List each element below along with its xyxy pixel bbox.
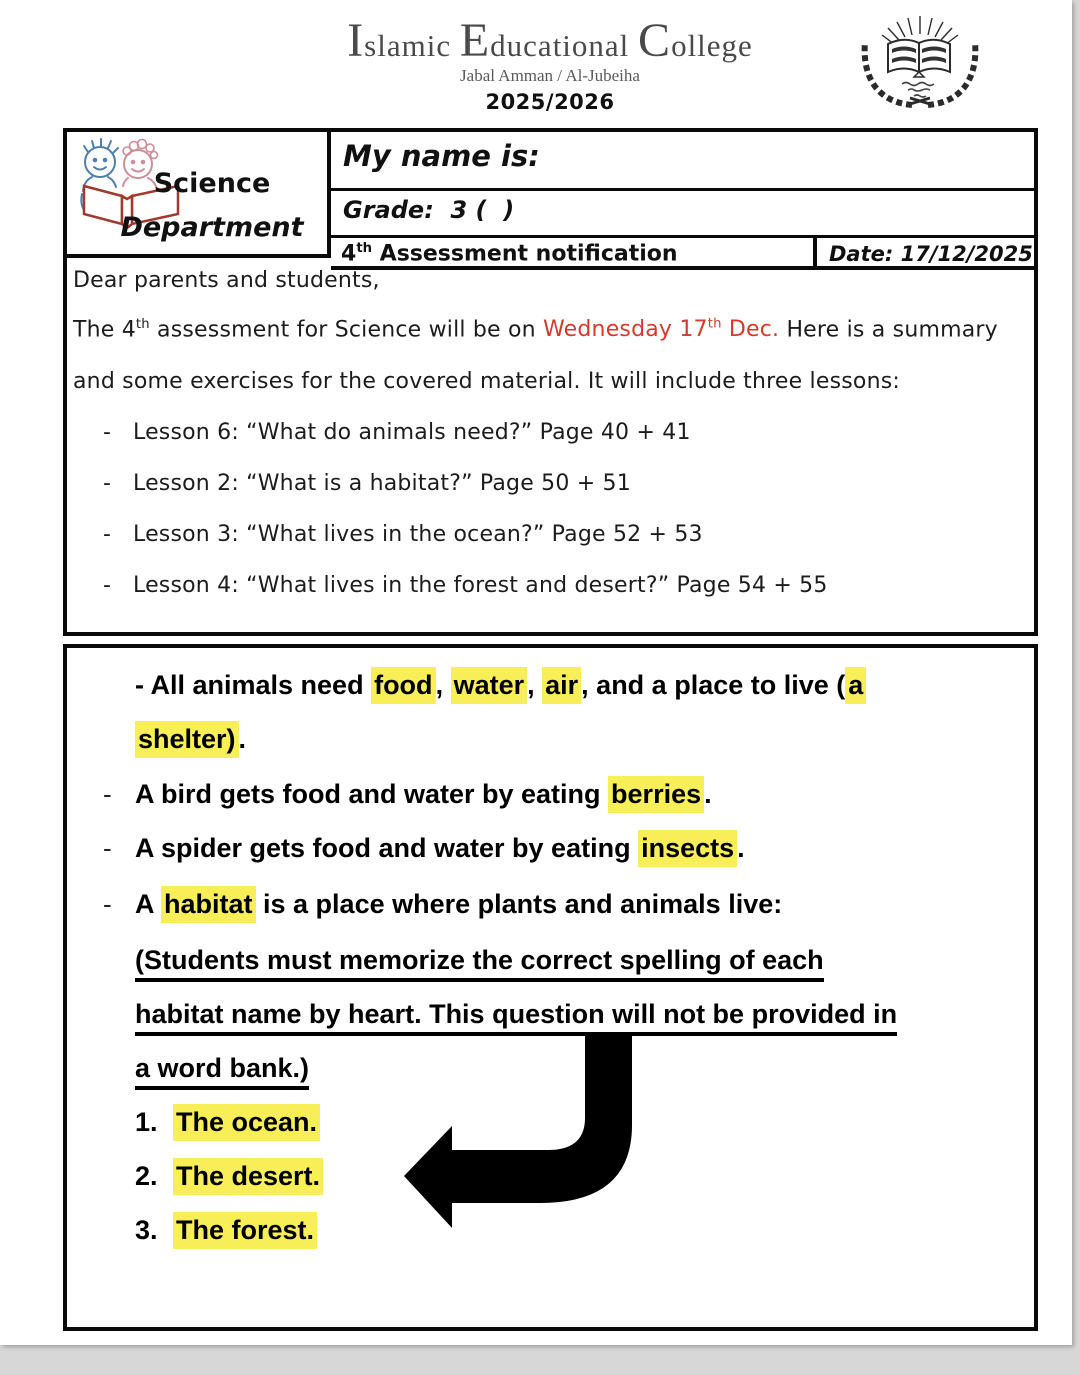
- p1-text: The 4: [73, 317, 136, 343]
- dash-bullet: -: [103, 573, 112, 598]
- lesson-item: [103, 420, 691, 445]
- paragraph-line-2: and some exercises for the covered material. It will include three lessons:: [73, 369, 901, 394]
- summary-text: ,: [435, 670, 451, 700]
- list-number: 3.: [135, 1215, 158, 1245]
- habitat-fact-line: [135, 889, 782, 920]
- assessment-ordinal: th: [356, 241, 373, 256]
- exam-date-day: Wednesday 17: [542, 317, 708, 343]
- dash-bullet: -: [103, 420, 112, 445]
- summary-text: ,: [527, 670, 543, 700]
- bent-arrow-icon: [395, 1030, 695, 1240]
- department-name-line1: Science: [153, 168, 271, 199]
- highlight-ocean: The ocean.: [173, 1104, 320, 1141]
- highlight-insects: insects: [638, 830, 737, 867]
- lesson-text: Lesson 4: “What lives in the forest and desert?” Page 54 + 55: [133, 573, 828, 598]
- summary-text: .: [704, 779, 712, 809]
- college-initial-2: E: [459, 14, 491, 67]
- college-word-1: slamic: [364, 28, 460, 63]
- assessment-row: [331, 238, 1034, 270]
- summary-text: - All animals need: [135, 670, 372, 700]
- summary-line-1: [135, 670, 866, 701]
- name-label: My name is:: [343, 139, 540, 173]
- summary-text: A spider gets food and water by eating: [135, 833, 639, 863]
- masthead: [290, 14, 810, 114]
- salutation: Dear parents and students,: [73, 268, 380, 293]
- p1-text2: assessment for Science will be on: [149, 317, 543, 343]
- lesson-text: Lesson 2: “What is a habitat?” Page 50 + 51: [133, 471, 631, 496]
- college-word-2: ducational: [490, 28, 639, 63]
- dash-bullet: -: [103, 522, 112, 547]
- highlight-air: air: [542, 667, 581, 704]
- dash-bullet: -: [103, 471, 112, 496]
- department-cell: [67, 132, 331, 258]
- notification-box: [63, 128, 1038, 636]
- college-initial-3: C: [638, 14, 672, 67]
- summary-text: is a place where plants and animals live:: [255, 889, 783, 919]
- name-field: [331, 132, 1034, 191]
- highlight-food: food: [371, 667, 435, 704]
- highlight-desert: The desert.: [173, 1158, 323, 1195]
- lesson-text: Lesson 6: “What do animals need?” Page 40 + 41: [133, 420, 691, 445]
- summary-text: A bird gets food and water by eating: [135, 779, 609, 809]
- exam-date-sup: th: [707, 317, 722, 332]
- bird-fact-line: [135, 779, 712, 810]
- highlight-forest: The forest.: [173, 1212, 317, 1249]
- grade-field: Grade: 3 ( ): [331, 191, 1034, 238]
- p1-sup: th: [135, 317, 150, 332]
- college-location: Jabal Amman / Al-Jubeiha: [460, 66, 640, 85]
- memorize-note-line-1: [135, 945, 824, 976]
- highlight-shelter-a: a: [845, 667, 866, 704]
- underlined-text: (Students must memorize the correct spelling of each: [135, 945, 824, 982]
- college-initial-1: I: [347, 14, 365, 67]
- summary-line-2: [135, 724, 246, 755]
- school-year: 2025/2026: [485, 90, 615, 114]
- assessment-title-text: Assessment notification: [372, 241, 678, 267]
- highlight-shelter: shelter): [135, 721, 239, 758]
- lesson-item: [103, 522, 703, 547]
- memorize-note-line-2: [135, 999, 897, 1030]
- assessment-number: 4: [341, 241, 357, 267]
- spider-fact-line: [135, 833, 745, 864]
- exam-date-text: [543, 317, 779, 342]
- dash-bullet: -: [103, 889, 112, 919]
- summary-text: .: [737, 833, 745, 863]
- department-name-line2: Department: [120, 212, 304, 243]
- underlined-text: habitat name by heart. This question will not be provided in: [135, 999, 897, 1036]
- summary-text: A: [135, 889, 161, 919]
- habitat-list-item: [135, 1215, 317, 1246]
- highlight-water: water: [451, 667, 528, 704]
- underlined-text: a word bank.): [135, 1053, 309, 1090]
- memorize-note-line-3: [135, 1053, 309, 1084]
- lesson-item: [103, 573, 828, 598]
- paragraph-line-1: [73, 317, 998, 342]
- list-number: 1.: [135, 1107, 158, 1137]
- summary-text: .: [238, 724, 247, 754]
- info-table-right-column: [331, 132, 1034, 267]
- college-name: [290, 14, 810, 67]
- habitat-list-item: [135, 1107, 320, 1138]
- exam-date-month: Dec.: [721, 317, 780, 343]
- list-number: 2.: [135, 1161, 158, 1191]
- lesson-item: [103, 471, 631, 496]
- dash-bullet: -: [103, 779, 112, 809]
- lesson-text: Lesson 3: “What lives in the ocean?” Page 52 + 53: [133, 522, 703, 547]
- college-word-3: ollege: [671, 28, 753, 63]
- p1-text3: Here is a summary: [779, 317, 998, 343]
- assessment-title: [331, 238, 817, 266]
- highlight-berries: berries: [608, 776, 704, 813]
- date-field: Date: 17/12/2025: [829, 242, 1033, 266]
- highlight-habitat: habitat: [161, 886, 256, 923]
- habitat-list-item: [135, 1161, 323, 1192]
- summary-text: , and a place to live (: [581, 670, 846, 700]
- dash-bullet: -: [103, 833, 112, 863]
- college-emblem-icon: [850, 4, 990, 112]
